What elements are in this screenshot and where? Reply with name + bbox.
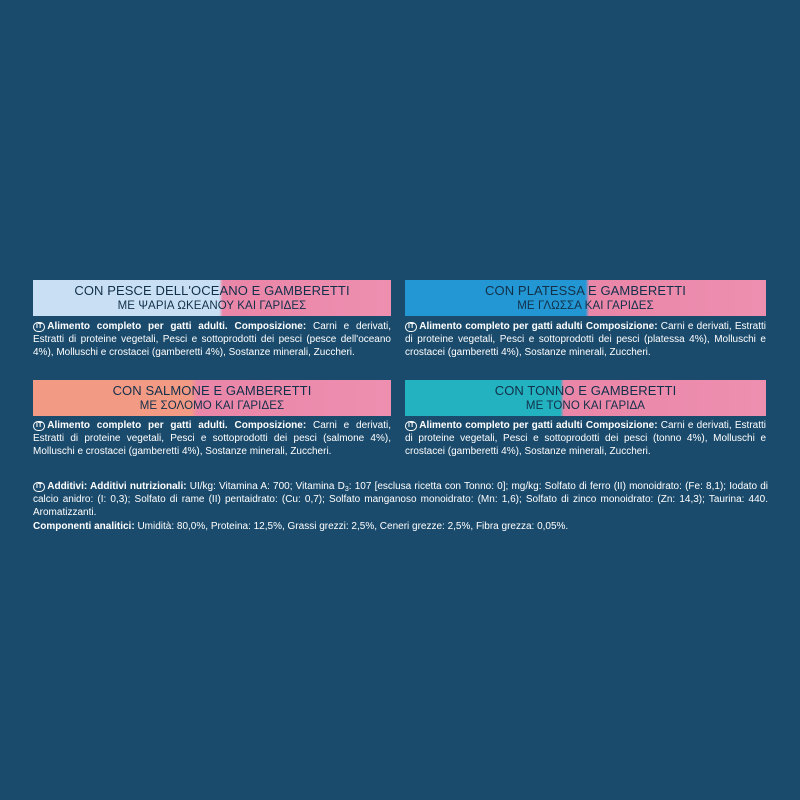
language-badge: IT bbox=[405, 421, 417, 431]
variant-subtitle: ΜΕ ΨΑΡΙΑ ΩΚΕΑΝΟΥ ΚΑΙ ΓΑΡΙΔΕΣ bbox=[117, 300, 307, 312]
additives-paragraph bbox=[33, 480, 768, 533]
composition-paragraph-plaice bbox=[405, 320, 766, 360]
composition-label: Composizione: bbox=[585, 321, 658, 332]
composition-text: Carni e derivati, Estratti di proteine vegetali, Pesci e sottoprodotti dei pesci (platessa 4%), Molluschi e crostacei (gamberetti 4%), Sostanze minerali, Zuccheri. bbox=[405, 321, 766, 359]
product-lead: Alimento completo per gatti adulti. bbox=[47, 420, 228, 431]
variant-banner-ocean-fish bbox=[33, 280, 391, 316]
composition-paragraph-ocean-fish bbox=[33, 320, 391, 360]
vitamin-d-subscript: 3 bbox=[344, 486, 349, 493]
language-badge: IT bbox=[405, 322, 417, 332]
variant-title: CON PLATESSA E GAMBERETTI bbox=[485, 283, 686, 298]
product-lead: Alimento completo per gatti adulti bbox=[419, 321, 583, 332]
variant-banner-tuna bbox=[405, 380, 766, 416]
analytic-label: Componenti analitici: bbox=[33, 520, 135, 532]
variant-banner-salmon bbox=[33, 380, 391, 416]
variant-subtitle: ΜΕ ΣΟΛΟΜΟ ΚΑΙ ΓΑΡΙΔΕΣ bbox=[139, 400, 285, 412]
composition-paragraph-tuna bbox=[405, 419, 766, 459]
variant-title: CON TONNO E GAMBERETTI bbox=[494, 383, 677, 398]
variant-subtitle: ΜΕ ΓΛΩΣΣΑ ΚΑΙ ΓΑΡΙΔΕΣ bbox=[517, 300, 654, 312]
composition-label: Composizione: bbox=[234, 321, 307, 332]
language-badge: IT bbox=[33, 421, 45, 431]
additives-text-a: UI/kg: Vitamina A: 700; Vitamina D bbox=[189, 481, 345, 492]
composition-text: Carni e derivati, Estratti di proteine vegetali, Pesci e sottoprodotti dei pesci (pesce dell'oceano 4%), Molluschi e crostacei (gamberetti 4%), Sostanze minerali, Zuccheri. bbox=[33, 321, 392, 359]
additives-text-b: : 107 [esclusa ricetta con Tonno: 0]; mg/kg: Solfato di ferro (II) monoidrato: (Fe: 8,1); Iodato di calcio anidro: (I: 0,3); Solfato di rame (II) pentaidrato: (Cu: 0,7); Solfato manganoso monoidrato: (Mn: 1,6); Solfato di zinco monoidrato: (Zn: 14,3); Taurina: 440. Aromatizzanti. bbox=[33, 481, 769, 519]
product-lead: Alimento completo per gatti adulti bbox=[419, 420, 583, 431]
variant-title: CON SALMONE E GAMBERETTI bbox=[112, 383, 312, 398]
product-lead: Alimento completo per gatti adulti. bbox=[47, 321, 228, 332]
language-badge: IT bbox=[33, 322, 45, 332]
language-badge: IT bbox=[33, 482, 45, 492]
composition-text: Carni e derivati, Estratti di proteine vegetali, Pesci e sottoprodotti dei pesci (tonno 4%), Molluschi e crostacei (gamberetti 4%), Sostanze minerali, Zuccheri. bbox=[405, 420, 766, 458]
variant-banner-plaice bbox=[405, 280, 766, 316]
analytic-text: Umidità: 80,0%, Proteina: 12,5%, Grassi grezzi: 2,5%, Ceneri grezze: 2,5%, Fibra grezza: 0,05%. bbox=[137, 520, 569, 532]
composition-text: Carni e derivati, Estratti di proteine vegetali, Pesci e sottoprodotti dei pesci (salmone 4%), Molluschi e crostacei (gamberetti 4%), Sostanze minerali, Zuccheri. bbox=[33, 420, 392, 458]
composition-label: Composizione: bbox=[585, 420, 658, 431]
composition-label: Composizione: bbox=[234, 420, 307, 431]
variant-subtitle: ΜΕ ΤΟΝΟ ΚΑΙ ΓΑΡΙΔΑ bbox=[525, 400, 646, 412]
additives-label: Additivi: Additivi nutrizionali: bbox=[47, 481, 187, 492]
composition-paragraph-salmon bbox=[33, 419, 391, 459]
variant-title: CON PESCE DELL'OCEANO E GAMBERETTI bbox=[74, 283, 350, 298]
